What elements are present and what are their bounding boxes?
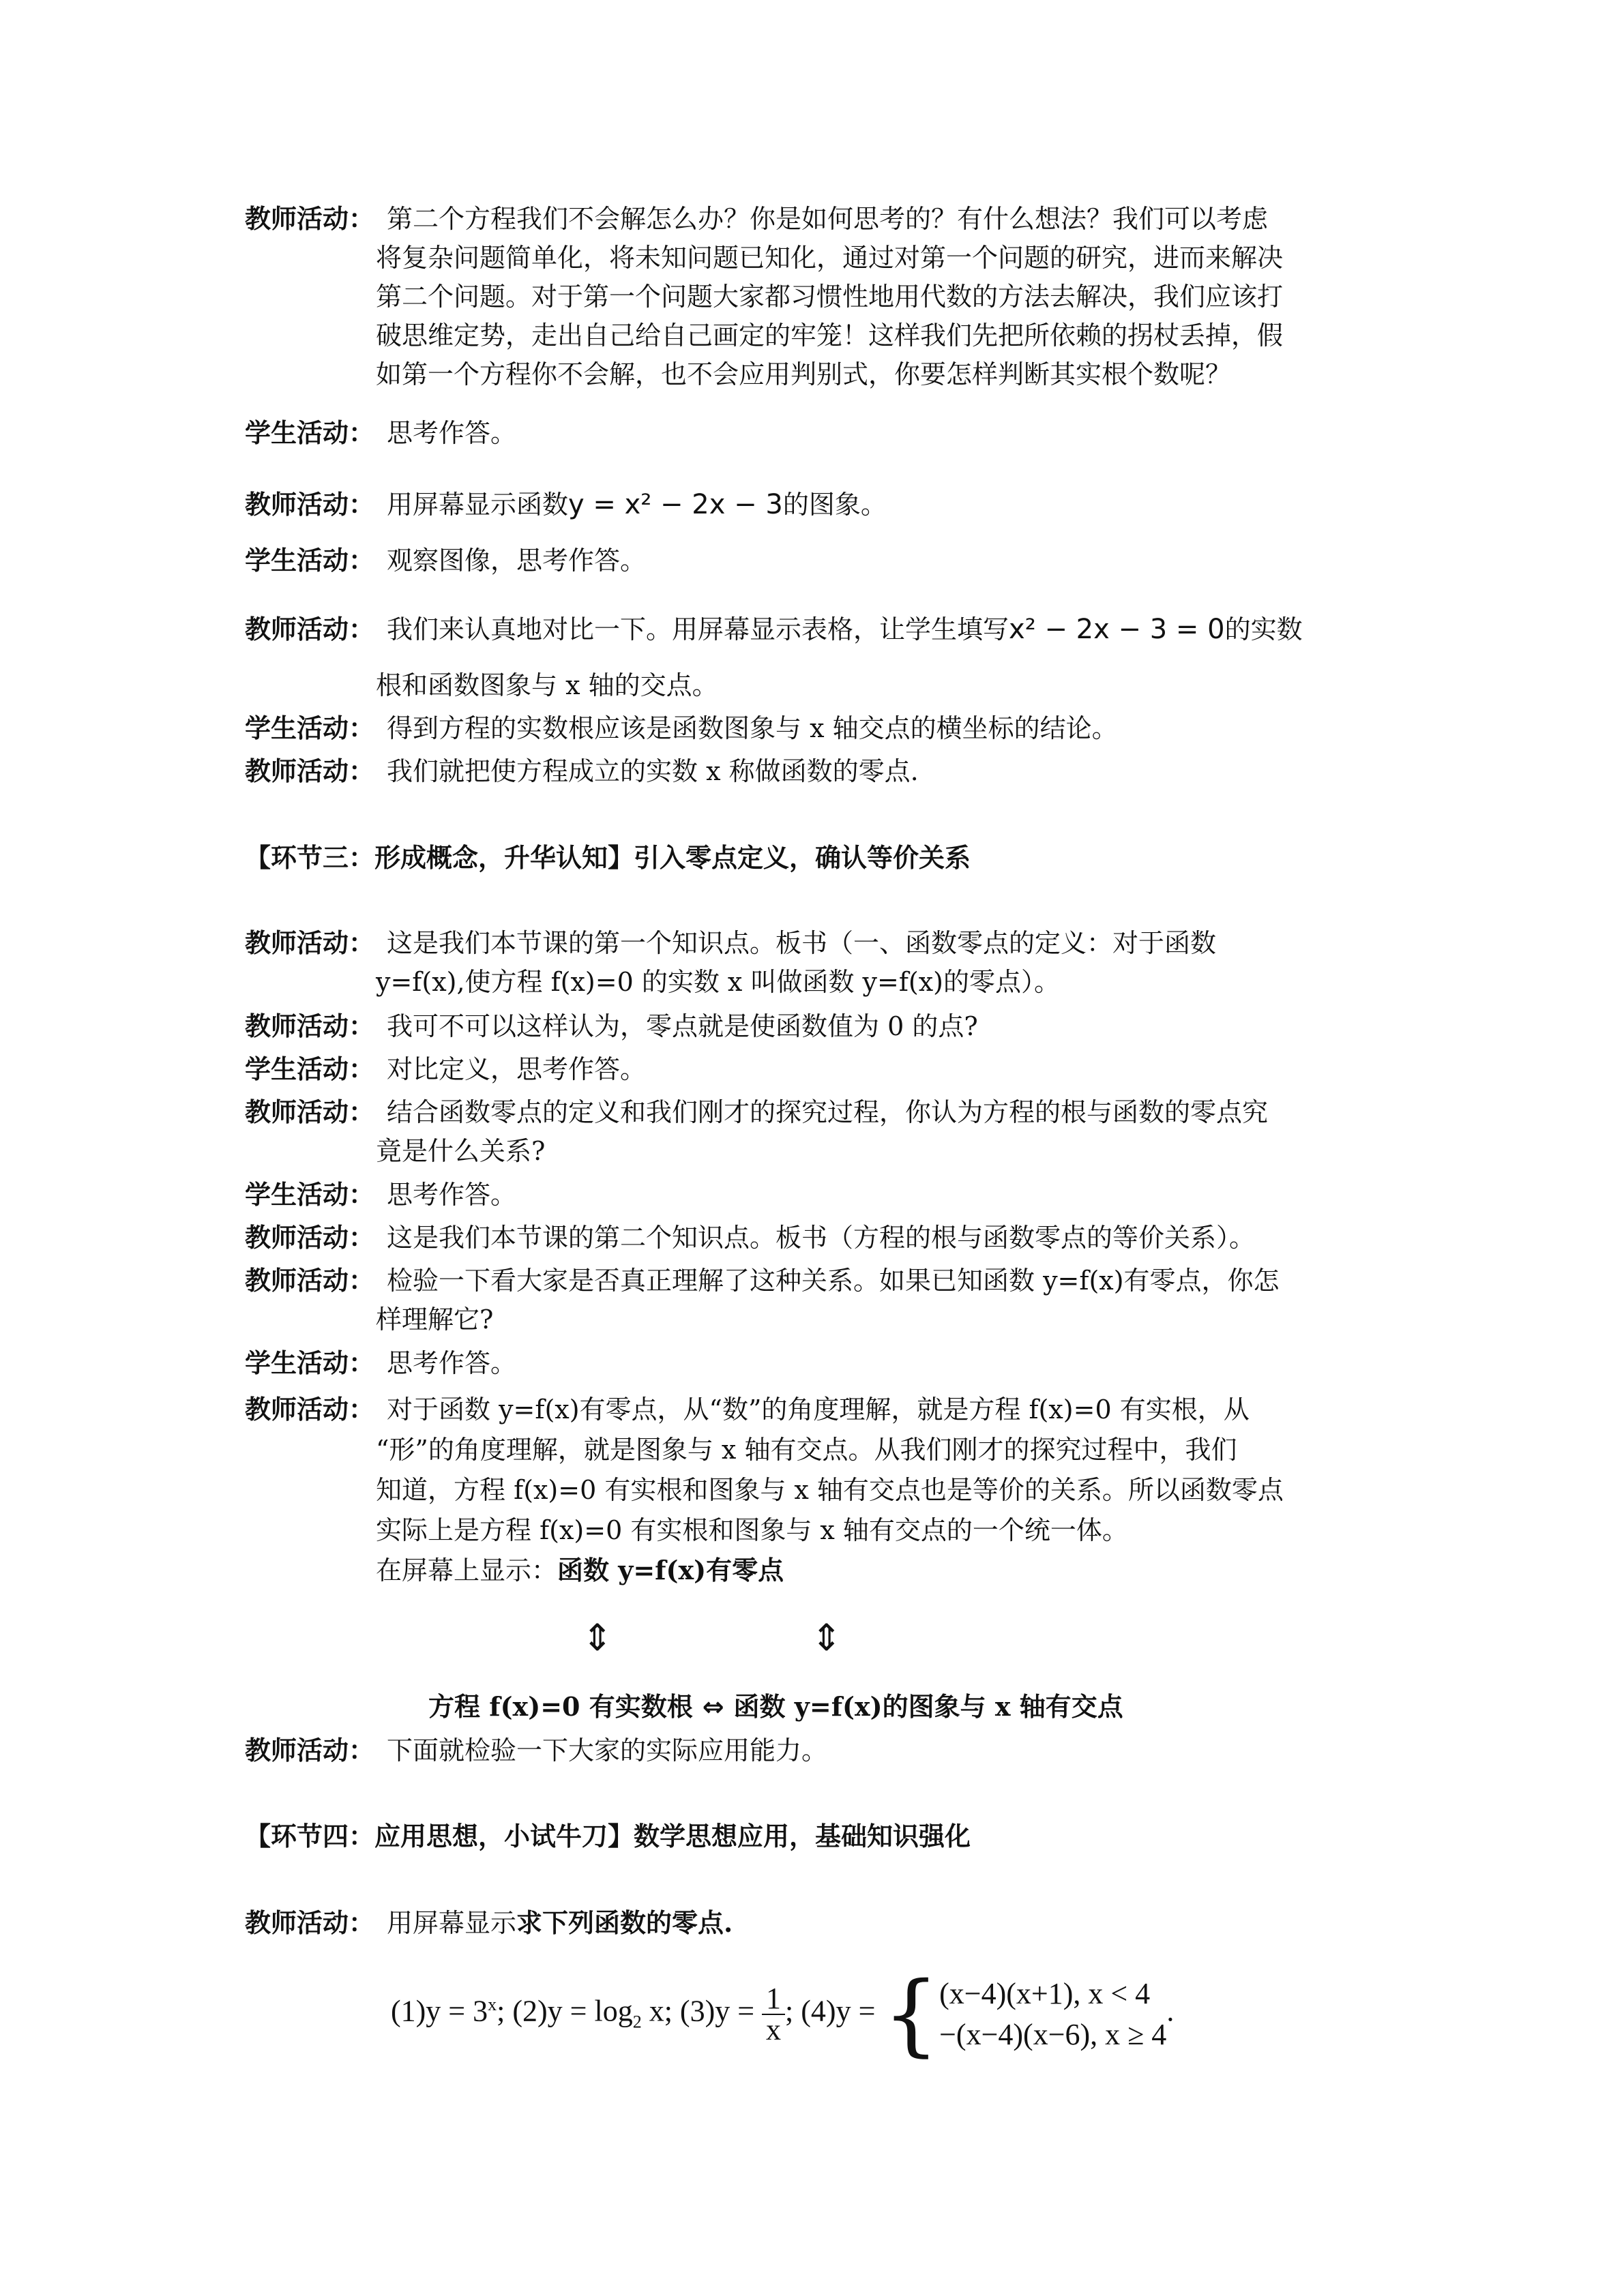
formula-part: (1)y = 3 bbox=[391, 1994, 488, 2028]
formula-part: ; (2)y = log bbox=[497, 1994, 633, 2028]
paragraph-line: 这是我们本节课的第一个知识点。板书（一、函数零点的定义：对于函数 bbox=[387, 928, 1217, 958]
text-segment: 我们来认真地对比一下。用屏幕显示表格，让学生填写 bbox=[387, 614, 1009, 644]
paragraph-line: 得到方程的实数根应该是函数图象与 x 轴交点的横坐标的结论。 bbox=[387, 713, 1118, 743]
paragraph-line: 下面就检验一下大家的实际应用能力。 bbox=[387, 1735, 828, 1765]
teacher-label: 教师活动 ： bbox=[245, 754, 374, 788]
teacher-label: 教师活动 ： bbox=[245, 1221, 374, 1255]
paragraph-line bbox=[376, 1553, 784, 1587]
fraction bbox=[762, 1981, 785, 2046]
paragraph-line: “形”的角度理解，就是图象与 x 轴有交点。从我们刚才的探究过程中，我们 bbox=[376, 1435, 1237, 1465]
section-heading: 【环节三：形成概念，升华认知】引入零点定义，确认等价关系 bbox=[245, 842, 971, 873]
fraction-numerator: 1 bbox=[762, 1984, 785, 2015]
paragraph-line bbox=[387, 1906, 733, 1940]
paragraph-line bbox=[387, 612, 1303, 646]
piecewise-cases bbox=[939, 1973, 1166, 2055]
paragraph-line: 我们就把使方程成立的实数 x 称做函数的零点. bbox=[387, 756, 919, 786]
equivalence-left: 方程 f(x)=0 有实数根 bbox=[428, 1691, 693, 1722]
fraction-denominator: x bbox=[766, 2012, 782, 2046]
paragraph-line: 第二个问题。对于第一个问题大家都习惯性地用代数的方法去解决，我们应该打 bbox=[376, 282, 1284, 312]
paragraph-line: 破思维定势，走出自己给自己画定的牢笼！这样我们先把所依赖的拐杖丢掉，假 bbox=[376, 320, 1284, 351]
paragraph-line: 知道，方程 f(x)=0 有实根和图象与 x 轴有交点也是等价的关系。所以函数零点 bbox=[376, 1475, 1284, 1505]
paragraph-line: 思考作答。 bbox=[387, 1180, 517, 1210]
formula-part: ; (4)y = bbox=[785, 1994, 883, 2028]
section-heading: 【环节四：应用思想，小试牛刀】数学思想应用，基础知识强化 bbox=[245, 1821, 971, 1851]
teacher-label: 教师活动 ： bbox=[245, 1264, 374, 1298]
text-segment: 用屏幕显示函数 bbox=[387, 490, 569, 520]
text-segment: 在屏幕上显示： bbox=[376, 1555, 558, 1585]
paragraph-line: 思考作答。 bbox=[387, 1348, 517, 1378]
student-label: 学生活动 ： bbox=[245, 711, 374, 745]
paragraph-line: 第二个方程我们不会解怎么办？你是如何思考的？有什么想法？我们可以考虑 bbox=[387, 204, 1269, 234]
text-segment: 的图象。 bbox=[782, 490, 887, 520]
exercise-formula bbox=[391, 1962, 1175, 2066]
double-arrow-icon: ⇕ bbox=[582, 1616, 613, 1659]
equivalence-arrow-icon: ⇔ bbox=[702, 1692, 724, 1722]
paragraph-line: 对比定义，思考作答。 bbox=[387, 1054, 647, 1084]
paragraph-line: 检验一下看大家是否真正理解了这种关系。如果已知函数 y=f(x)有零点，你怎 bbox=[387, 1266, 1280, 1296]
paragraph-line: 这是我们本节课的第二个知识点。板书（方程的根与函数零点的等价关系）。 bbox=[387, 1223, 1256, 1253]
bold-instruction: 求下列函数的零点. bbox=[516, 1907, 733, 1938]
paragraph-line: 根和函数图象与 x 轴的交点。 bbox=[376, 670, 718, 700]
bold-statement: 函数 y=f(x)有零点 bbox=[557, 1555, 784, 1585]
left-brace-icon: { bbox=[883, 1962, 940, 2066]
paragraph-line: 对于函数 y=f(x)有零点，从“数”的角度理解，就是方程 f(x)=0 有实根，从 bbox=[387, 1395, 1250, 1425]
teacher-label: 教师活动 ： bbox=[245, 612, 374, 646]
text-segment: 的实数 bbox=[1224, 614, 1303, 644]
teacher-label: 教师活动 ： bbox=[245, 1392, 374, 1427]
paragraph-line: 实际上是方程 f(x)=0 有实根和图象与 x 轴有交点的一个统一体。 bbox=[376, 1515, 1128, 1545]
paragraph-line: 结合函数零点的定义和我们刚才的探究过程，你认为方程的根与函数的零点究 bbox=[387, 1097, 1269, 1127]
teacher-label: 教师活动 ： bbox=[245, 488, 374, 522]
paragraph-line: 我可不可以这样认为，零点就是使函数值为 0 的点? bbox=[387, 1011, 978, 1041]
student-label: 学生活动 ： bbox=[245, 416, 374, 450]
teacher-label: 教师活动 ： bbox=[245, 1009, 374, 1043]
paragraph-line: 将复杂问题简单化，将未知问题已知化，通过对第一个问题的研究，进而来解决 bbox=[376, 243, 1284, 273]
formula-part: x; (3)y = bbox=[641, 1994, 763, 2028]
teacher-label: 教师活动 ： bbox=[245, 1906, 374, 1940]
formula: y = x² − 2x − 3 bbox=[568, 489, 783, 520]
formula-subscript: 2 bbox=[632, 2012, 642, 2032]
paragraph-line: 如第一个方程你不会解，也不会应用判别式，你要怎样判断其实根个数呢？ bbox=[376, 359, 1232, 389]
case-line: (x−4)(x+1), x < 4 bbox=[939, 1976, 1151, 2010]
student-label: 学生活动 ： bbox=[245, 1346, 374, 1380]
teacher-label: 教师活动 ： bbox=[245, 202, 374, 236]
formula-part: . bbox=[1166, 1994, 1175, 2028]
equivalence-right: 函数 y=f(x)的图象与 x 轴有交点 bbox=[733, 1691, 1123, 1722]
paragraph-line: 样理解它? bbox=[376, 1304, 494, 1335]
equivalence-line bbox=[428, 1690, 1123, 1724]
case-line: −(x−4)(x−6), x ≥ 4 bbox=[939, 2017, 1167, 2051]
teacher-label: 教师活动 ： bbox=[245, 1095, 374, 1129]
student-label: 学生活动 ： bbox=[245, 1052, 374, 1086]
formula-exponent: x bbox=[488, 1995, 497, 2014]
paragraph-line: 竟是什么关系? bbox=[376, 1136, 546, 1166]
paragraph-line bbox=[387, 488, 887, 522]
paragraph-line: 思考作答。 bbox=[387, 418, 517, 448]
paragraph-line: y=f(x),使方程 f(x)=0 的实数 x 叫做函数 y=f(x)的零点）。 bbox=[376, 967, 1060, 997]
paragraph-line: 观察图像，思考作答。 bbox=[387, 546, 647, 576]
teacher-label: 教师活动 ： bbox=[245, 1733, 374, 1768]
formula: x² − 2x − 3 = 0 bbox=[1009, 614, 1225, 645]
double-arrow-icon: ⇕ bbox=[811, 1616, 842, 1659]
text-segment: 用屏幕显示 bbox=[387, 1908, 517, 1938]
student-label: 学生活动 ： bbox=[245, 543, 374, 578]
student-label: 学生活动 ： bbox=[245, 1178, 374, 1212]
teacher-label: 教师活动 ： bbox=[245, 926, 374, 960]
